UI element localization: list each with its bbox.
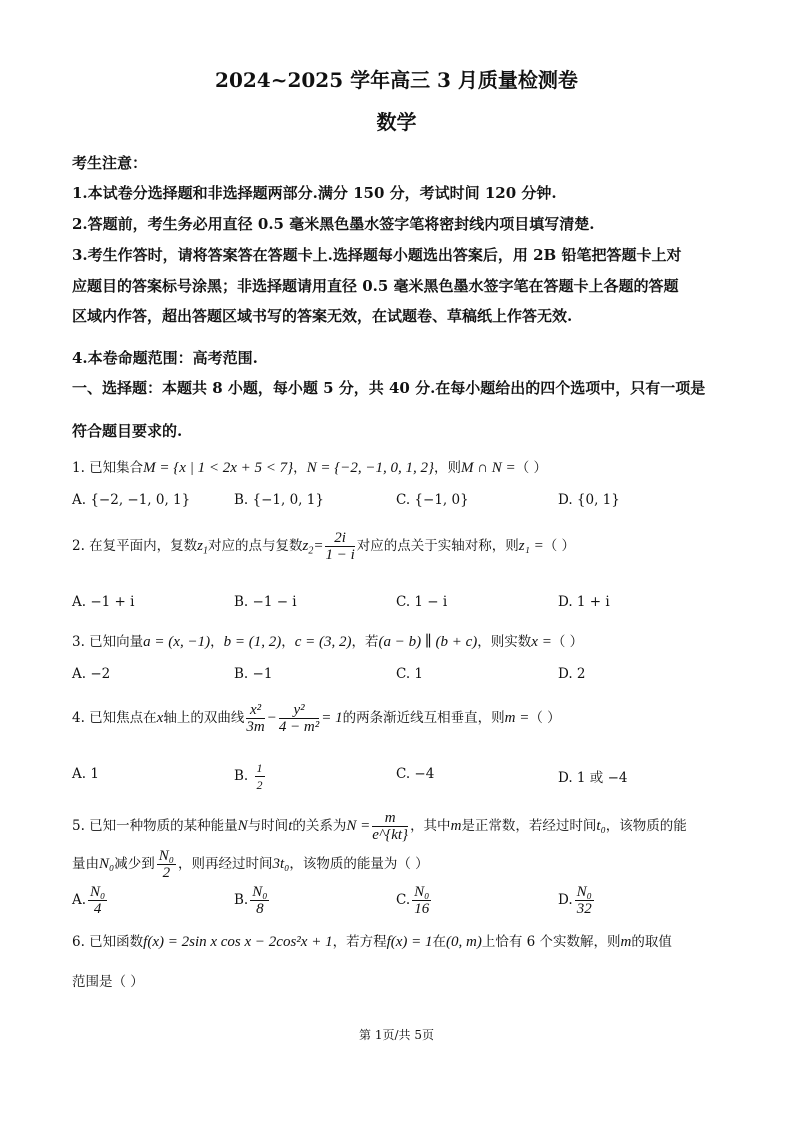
q1-sep: ，	[293, 460, 307, 476]
q6-suffix: 的取值	[631, 934, 672, 950]
q5-option-d-den: 32	[576, 901, 592, 917]
q5-option-d-fraction	[575, 884, 594, 917]
q1-option-d[interactable]: D. {0, 1}	[558, 492, 620, 508]
q5-option-d-num: N₀	[576, 884, 592, 900]
q3-option-b[interactable]: B. −1	[234, 666, 273, 682]
exam-title: 2024~2025 学年高三 3 月质量检测卷	[215, 68, 578, 92]
q6-function: f(x) = 2sin x cos x − 2cos²x + 1	[143, 934, 333, 950]
q4-blank: （ ）	[529, 710, 561, 726]
q6-prefix: 6. 已知函数	[72, 934, 144, 950]
notice-item-3-line-3: 区域内作答，超出答题区域书写的答案无效，在试题卷、草稿纸上作答无效.	[72, 307, 573, 325]
q1-prefix: 1. 已知集合	[72, 460, 144, 476]
section-heading-line-1: 一、选择题：本题共 8 小题，每小题 5 分，共 40 分.在每小题给出的四个选项中，只有一项是	[72, 379, 706, 397]
q5-option-c-num: N₀	[414, 884, 430, 900]
q6-m: m	[620, 934, 632, 950]
q4-option-b[interactable]	[234, 760, 267, 793]
question-5-line-2	[72, 848, 429, 881]
q4-mid: 轴上的双曲线	[163, 710, 245, 726]
q3-option-c[interactable]: C. 1	[396, 666, 424, 682]
q4-eq: = 1	[321, 710, 343, 726]
q5-mid5: ，该物质的能	[605, 818, 687, 834]
q5-N: N	[237, 818, 248, 834]
q3-suffix: ，则实数	[477, 634, 532, 650]
q1-blank: （ ）	[515, 460, 547, 476]
notice-item-3-line-2: 应题目的答案标号涂黑；非选择题请用直径 0.5 毫米黑色墨水签字笔在答题卡上各题的答题	[72, 277, 679, 295]
q1-set-m: M = {x | 1 < 2x + 5 < 7}	[143, 460, 294, 476]
q4-ask: m =	[504, 710, 530, 726]
q2-eq: =	[313, 538, 324, 554]
q5-option-c-fraction	[412, 884, 431, 917]
notice-heading: 考生注意：	[72, 154, 148, 172]
q2-prefix: 2. 在复平面内，复数	[72, 538, 198, 554]
q2-option-d[interactable]: D. 1 + i	[558, 594, 610, 610]
q1-option-c[interactable]: C. {−1, 0}	[396, 492, 469, 508]
q4-suffix: 的两条渐近线互相垂直，则	[342, 710, 505, 726]
q5-line2-prefix: 量由	[72, 856, 99, 872]
q4-option-b-den: 2	[256, 778, 263, 792]
q2-suffix: 对应的点关于实轴对称，则	[356, 538, 519, 554]
q5-N0: N₀	[99, 856, 115, 872]
q4-option-b-fraction	[255, 760, 265, 793]
q5-option-c[interactable]	[396, 884, 433, 917]
q4-minus: −	[266, 710, 277, 726]
q4-frac-2-num: y²	[279, 702, 319, 719]
q2-option-b[interactable]: B. −1 − i	[234, 594, 297, 610]
q5-option-c-den: 16	[414, 901, 430, 917]
q4-frac-2	[279, 702, 319, 735]
q5-t0: t₀	[596, 818, 606, 834]
q4-option-b-num: 1	[256, 761, 263, 775]
q4-frac-1-den: 3m	[246, 719, 265, 735]
q5-option-a-fraction	[88, 884, 107, 917]
notice-item-4: 4.本卷命题范围：高考范围.	[72, 349, 258, 367]
q3-cond: ，若	[351, 634, 379, 650]
q5-option-d-label: D.	[558, 892, 573, 908]
q5-half-num: N₀	[158, 848, 174, 864]
q6-mid3: 上恰有 6 个实数解，则	[481, 934, 621, 950]
q1-then: ，则	[433, 460, 461, 476]
q5-three-t0: 3t₀	[272, 856, 290, 872]
q5-lhs: N =	[346, 818, 371, 834]
q5-frac-num: m	[372, 810, 408, 827]
q4-frac-1	[246, 702, 264, 735]
q6-equation: f(x) = 1	[386, 934, 433, 950]
q5-half-den: 2	[162, 865, 171, 881]
q5-option-a-num: N₀	[90, 884, 106, 900]
question-1	[72, 456, 547, 477]
q6-interval: (0, m)	[446, 934, 482, 950]
q2-z2: z	[302, 538, 309, 554]
q4-frac-2-den: 4 − m²	[278, 719, 320, 735]
q4-frac-1-num: x²	[246, 702, 264, 719]
q2-blank: （ ）	[543, 538, 576, 554]
q5-m: m	[450, 818, 462, 834]
q5-option-b-label: B.	[234, 892, 249, 908]
q1-option-b[interactable]: B. {−1, 0, 1}	[234, 492, 324, 508]
q4-option-b-label: B.	[234, 768, 249, 784]
q5-option-a-label: A.	[72, 892, 87, 908]
q5-mid1: 与时间	[247, 818, 289, 834]
q2-option-c[interactable]: C. 1 − i	[396, 594, 448, 610]
q5-t: t	[288, 818, 293, 834]
q4-prefix: 4. 已知焦点在	[72, 710, 157, 726]
q3-vector-a: a = (x, −1)	[143, 634, 211, 650]
q5-option-a-den: 4	[93, 901, 102, 917]
question-6-line-2: 范围是（ ）	[72, 974, 144, 990]
question-4	[72, 702, 561, 735]
q2-fraction	[325, 530, 354, 563]
q3-blank: （ ）	[551, 634, 584, 650]
notice-item-3-line-1: 3.考生作答时，请将答案答在答题卡上.选择题每小题选出答案后，用 2B 铅笔把答题卡上对	[72, 246, 682, 264]
q5-option-d[interactable]	[558, 884, 596, 917]
q5-mid7: ，则再经过时间	[177, 856, 273, 872]
q2-z1-sub: 1	[203, 545, 209, 557]
q5-mid4: 是正常数，若经过时间	[461, 818, 597, 834]
question-2	[72, 530, 575, 563]
q1-expr: M ∩ N =	[460, 460, 516, 476]
q5-mid3: ，其中	[410, 818, 451, 834]
question-6-line-1	[72, 930, 672, 951]
q5-fraction	[372, 810, 408, 843]
q5-frac-den: e^{kt}	[372, 827, 409, 843]
q5-option-b-fraction	[250, 884, 269, 917]
q2-option-a[interactable]: A. −1 + i	[72, 594, 135, 610]
q4-x: x	[156, 710, 164, 726]
q3-ask: x =	[531, 634, 552, 650]
notice-item-2: 2.答题前，考生务必用直径 0.5 毫米黑色墨水签字笔将密封线内项目填写清楚.	[72, 215, 595, 233]
q5-prefix: 5. 已知一种物质的某种能量	[72, 818, 238, 834]
q3-relation: (a − b) ∥ (b + c)	[378, 634, 478, 650]
q4-option-a[interactable]: A. 1	[72, 766, 99, 782]
q4-option-d[interactable]: D. 1 或 −4	[558, 770, 628, 786]
q2-z1: z	[197, 538, 204, 554]
q3-prefix: 3. 已知向量	[72, 634, 144, 650]
q1-set-n: N = {−2, −1, 0, 1, 2}	[306, 460, 434, 476]
q6-mid: ，若方程	[332, 934, 387, 950]
q5-suffix: ，该物质的能量为（ ）	[289, 856, 429, 872]
q5-option-c-label: C.	[396, 892, 411, 908]
q5-option-b-den: 8	[256, 901, 264, 917]
q5-option-b[interactable]	[234, 884, 271, 917]
q2-z2-sub: 2	[308, 545, 314, 557]
page-number: 第 1页/共 5页	[359, 1028, 434, 1042]
q2-frac-den: 1 − i	[325, 547, 355, 563]
q3-option-d[interactable]: D. 2	[558, 666, 586, 682]
q5-option-b-num: N₀	[252, 884, 268, 900]
q1-option-a[interactable]: A. {−2, −1, 0, 1}	[72, 492, 191, 508]
q4-option-c[interactable]: C. −4	[396, 766, 435, 782]
section-heading-line-2: 符合题目要求的.	[72, 422, 183, 440]
q2-mid: 对应的点与复数	[208, 538, 303, 554]
q3-option-a[interactable]: A. −2	[72, 666, 111, 682]
question-3: 3. 已知向量a = (x, −1)，b = (1, 2)，c = (3, 2)，若(a − b) ∥ (b + c)，则实数x =（ ）	[72, 634, 584, 650]
subject-title: 数学	[376, 110, 417, 134]
q5-half-fraction	[157, 848, 176, 881]
q2-ask: z₁ =	[518, 538, 544, 554]
q5-option-a[interactable]	[72, 884, 109, 917]
q3-vector-b: b = (1, 2)	[223, 634, 282, 650]
q3-vector-c: c = (3, 2)	[294, 634, 352, 650]
notice-item-1: 1.本试卷分选择题和非选择题两部分.满分 150 分，考试时间 120 分钟.	[72, 184, 557, 202]
q2-frac-num: 2i	[325, 530, 354, 547]
q6-mid2: 在	[432, 934, 447, 950]
q5-mid6: 减少到	[114, 856, 155, 872]
question-5-line-1	[72, 810, 687, 843]
q5-mid2: 的关系为	[292, 818, 347, 834]
